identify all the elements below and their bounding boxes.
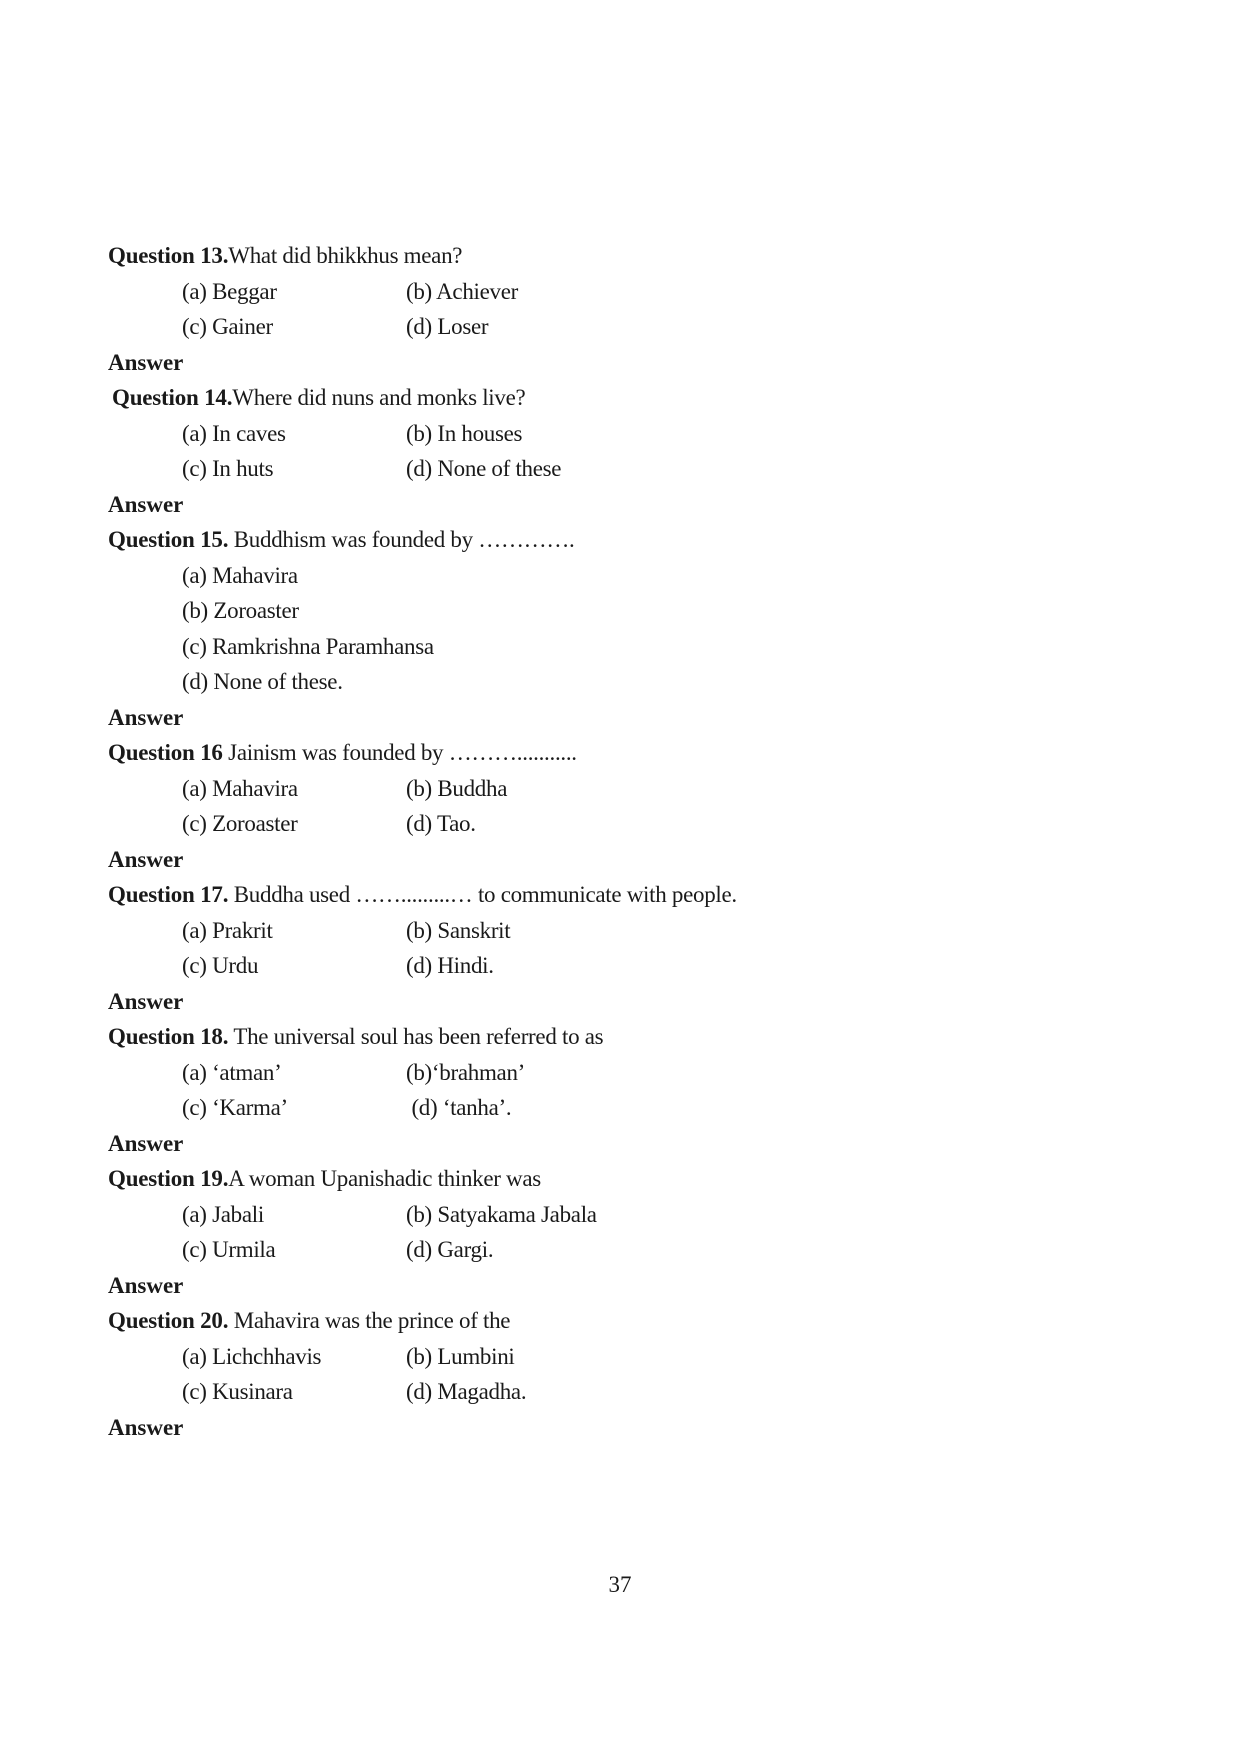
answer-label: Answer bbox=[108, 1130, 184, 1156]
question-19 bbox=[108, 1161, 1148, 1197]
question-label: Question 16 bbox=[108, 740, 223, 765]
option-b: (b)‘brahman’ bbox=[406, 1059, 526, 1085]
question-text: Jainism was founded by ………........... bbox=[222, 740, 577, 765]
option-d: (d) Gargi. bbox=[406, 1237, 494, 1262]
option-b: (b) Buddha bbox=[406, 775, 508, 801]
question-14 bbox=[108, 380, 1148, 416]
option-b: (b) Sanskrit bbox=[406, 917, 511, 943]
question-label: Question 17. bbox=[108, 882, 229, 907]
option-b: (b) Lumbini bbox=[406, 1343, 515, 1369]
option-a: (a) Prakrit bbox=[182, 917, 273, 943]
question-16 bbox=[108, 735, 1148, 771]
option-c: (c) In huts bbox=[182, 456, 274, 481]
question-20 bbox=[108, 1303, 1148, 1339]
question-text: A woman Upanishadic thinker was bbox=[228, 1166, 541, 1191]
question-text: What did bhikkhus mean? bbox=[228, 243, 463, 268]
question-label: Question 19. bbox=[108, 1166, 229, 1191]
option-row bbox=[108, 1339, 1148, 1375]
option-row bbox=[108, 274, 1148, 310]
option-row bbox=[108, 451, 1148, 487]
question-label: Question 13. bbox=[108, 243, 229, 268]
option-row bbox=[108, 416, 1148, 452]
question-text: Where did nuns and monks live? bbox=[232, 385, 526, 410]
option-d: (d) Tao. bbox=[406, 811, 476, 836]
question-label: Question 18. bbox=[108, 1024, 229, 1049]
question-list bbox=[108, 238, 1148, 1445]
option-row bbox=[108, 309, 1148, 345]
question-17 bbox=[108, 877, 1148, 913]
option-row bbox=[108, 1374, 1148, 1410]
option-c: (c) Zoroaster bbox=[182, 811, 298, 836]
option-c: (c) Urmila bbox=[182, 1237, 276, 1262]
option-row bbox=[108, 1197, 1148, 1233]
option-row bbox=[108, 806, 1148, 842]
question-text: Mahavira was the prince of the bbox=[228, 1308, 511, 1333]
option-c: (c) Kusinara bbox=[182, 1379, 293, 1404]
answer-label: Answer bbox=[108, 704, 184, 730]
question-15 bbox=[108, 522, 1148, 558]
option-a: (a) ‘atman’ bbox=[182, 1059, 282, 1085]
question-label: Question 20. bbox=[108, 1308, 229, 1333]
question-text: The universal soul has been referred to as bbox=[228, 1024, 604, 1049]
option-a: (a) Mahavira bbox=[182, 562, 298, 588]
answer-label: Answer bbox=[108, 988, 184, 1014]
option-a: (a) Mahavira bbox=[182, 775, 298, 801]
answer-label: Answer bbox=[108, 846, 184, 872]
page-number: 37 bbox=[608, 1572, 632, 1597]
option-row bbox=[108, 771, 1148, 807]
option-d: (d) Hindi. bbox=[406, 953, 494, 978]
option-row bbox=[108, 948, 1148, 984]
option-a: (a) Jabali bbox=[182, 1201, 264, 1227]
option-row bbox=[108, 1090, 1148, 1126]
option-c: (c) Gainer bbox=[182, 314, 273, 339]
answer-label: Answer bbox=[108, 349, 184, 375]
question-label: Question 15. bbox=[108, 527, 229, 552]
option-c: (c) Ramkrishna Paramhansa bbox=[182, 633, 434, 659]
question-text: Buddhism was founded by …………. bbox=[228, 527, 575, 552]
option-a: (a) Beggar bbox=[182, 278, 277, 304]
question-text: Buddha used …….........… to communicate with people. bbox=[228, 882, 737, 907]
option-c: (c) ‘Karma’ bbox=[182, 1095, 288, 1120]
answer-label: Answer bbox=[108, 491, 184, 517]
question-13 bbox=[108, 238, 1148, 274]
option-row bbox=[108, 1232, 1148, 1268]
option-d: (d) ‘tanha’. bbox=[406, 1095, 512, 1120]
option-b: (b) In houses bbox=[406, 420, 523, 446]
option-d: (d) Loser bbox=[406, 314, 489, 339]
option-a: (a) Lichchhavis bbox=[182, 1343, 322, 1369]
question-label: Question 14. bbox=[112, 385, 233, 410]
option-b: (b) Achiever bbox=[406, 278, 518, 304]
option-b: (b) Satyakama Jabala bbox=[406, 1201, 597, 1227]
option-a: (a) In caves bbox=[182, 420, 286, 446]
option-d: (d) None of these. bbox=[182, 669, 343, 694]
answer-label: Answer bbox=[108, 1414, 184, 1440]
option-b: (b) Zoroaster bbox=[182, 598, 299, 623]
option-c: (c) Urdu bbox=[182, 953, 259, 978]
option-d: (d) None of these bbox=[406, 456, 562, 481]
answer-label: Answer bbox=[108, 1272, 184, 1298]
question-18 bbox=[108, 1019, 1148, 1055]
option-row bbox=[108, 1055, 1148, 1091]
option-d: (d) Magadha. bbox=[406, 1379, 527, 1404]
option-row bbox=[108, 913, 1148, 949]
